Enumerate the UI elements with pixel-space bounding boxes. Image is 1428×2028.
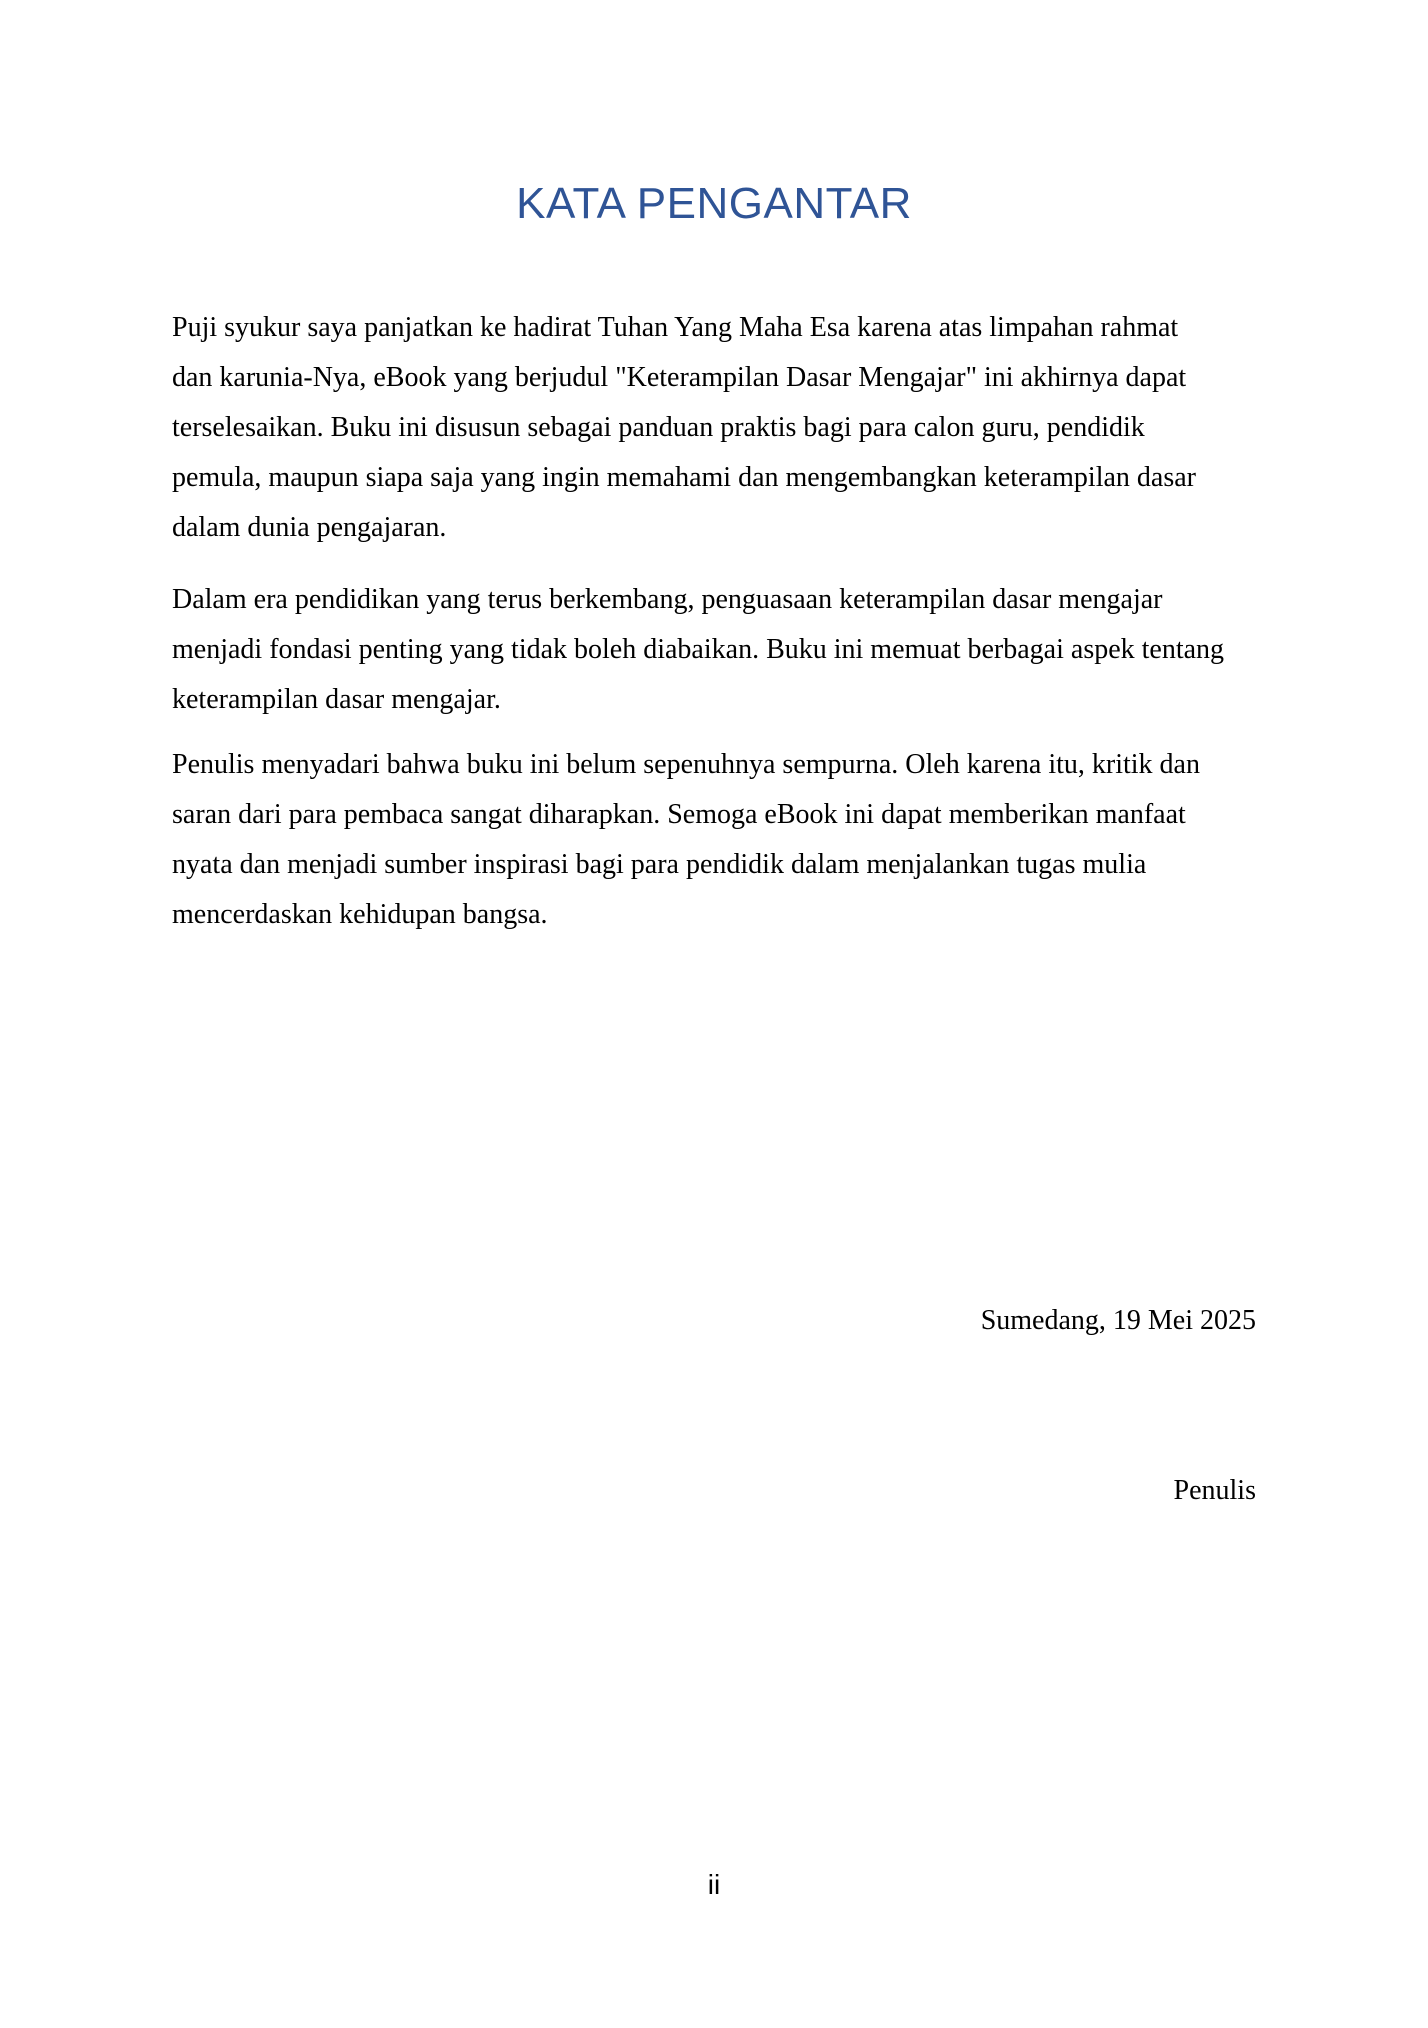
- paragraph-2: [172, 575, 1312, 725]
- paragraph-1-line: terselesaikan. Buku ini disusun sebagai panduan praktis bagi para calon guru, pendidik: [172, 412, 1145, 443]
- paragraph-2-line: keterampilan dasar mengajar.: [172, 684, 501, 715]
- signature-author: Penulis: [1173, 1475, 1256, 1506]
- paragraph-3-line: saran dari para pembaca sangat diharapkan. Semoga eBook ini dapat memberikan manfaat: [172, 799, 1186, 830]
- paragraph-2-line: Dalam era pendidikan yang terus berkembang, penguasaan keterampilan dasar mengajar: [172, 584, 1163, 615]
- paragraph-3-line: mencerdaskan kehidupan bangsa.: [172, 899, 548, 930]
- paragraph-1-line: dan karunia-Nya, eBook yang berjudul "Keterampilan Dasar Mengajar" ini akhirnya dapat: [172, 362, 1187, 393]
- document-body: [172, 303, 1312, 940]
- paragraph-1-line: Puji syukur saya panjatkan ke hadirat Tuhan Yang Maha Esa karena atas limpahan rahmat: [172, 312, 1179, 343]
- paragraph-3: [172, 740, 1312, 940]
- paragraph-1-line: pemula, maupun siapa saja yang ingin memahami dan mengembangkan keterampilan dasar: [172, 462, 1196, 493]
- paragraph-2-line: menjadi fondasi penting yang tidak boleh diabaikan. Buku ini memuat berbagai aspek tentang: [172, 634, 1225, 665]
- paragraph-3-line: nyata dan menjadi sumber inspirasi bagi para pendidik dalam menjalankan tugas mulia: [172, 849, 1147, 880]
- paragraph-1: [172, 303, 1312, 553]
- page-title: KATA PENGANTAR: [516, 179, 912, 228]
- signature-place-date: Sumedang, 19 Mei 2025: [980, 1305, 1256, 1336]
- paragraph-3-line: Penulis menyadari bahwa buku ini belum sepenuhnya sempurna. Oleh karena itu, kritik dan: [172, 749, 1200, 780]
- paragraph-1-line: dalam dunia pengajaran.: [172, 512, 447, 543]
- page-number: ii: [707, 1869, 721, 1900]
